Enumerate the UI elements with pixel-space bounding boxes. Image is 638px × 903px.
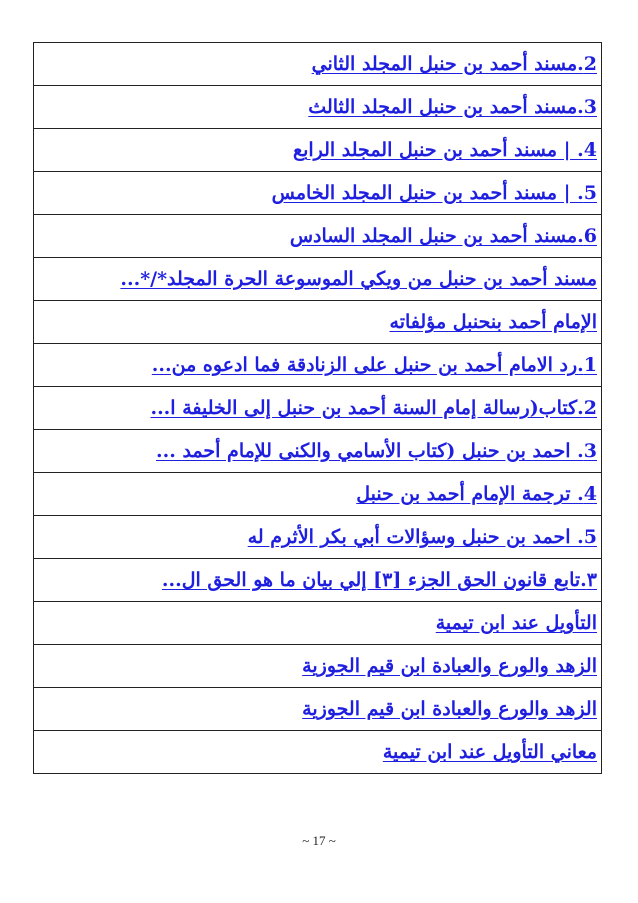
- entry-link[interactable]: 3. احمد بن حنبل (كتاب الأسامي والكنى للإمام أحمد ...: [156, 440, 597, 462]
- table-cell: [34, 731, 602, 774]
- table-row: [34, 129, 602, 172]
- entry-link[interactable]: 2.مسند أحمد بن حنبل المجلد الثاني: [311, 53, 597, 75]
- entry-link[interactable]: 6.مسند أحمد بن حنبل المجلد السادس: [289, 225, 597, 247]
- table-cell: [34, 43, 602, 86]
- table-row: [34, 258, 602, 301]
- table-row: [34, 602, 602, 645]
- entry-link[interactable]: 3.مسند أحمد بن حنبل المجلد الثالث: [308, 96, 597, 118]
- table-row: [34, 430, 602, 473]
- entry-link[interactable]: التأويل عند ابن تيمية: [435, 612, 597, 634]
- table-cell: [34, 430, 602, 473]
- entry-link[interactable]: 1.رد الامام أحمد بن حنبل على الزنادقة فما ادعوه من...: [151, 354, 597, 376]
- entry-link[interactable]: مسند أحمد بن حنبل من ويكي الموسوعة الحرة المجلد*/*...: [120, 268, 597, 290]
- table-cell: [34, 559, 602, 602]
- links-table: [33, 42, 602, 774]
- entry-link[interactable]: 4. | مسند أحمد بن حنبل المجلد الرابع: [292, 139, 597, 161]
- table-cell: [34, 344, 602, 387]
- table-cell: [34, 172, 602, 215]
- entry-link[interactable]: 4. ترجمة الإمام أحمد بن حنبل: [356, 483, 597, 505]
- entry-link[interactable]: ٣.تابع قانون الحق الجزء [٣] إلي بيان ما هو الحق ال...: [161, 569, 597, 591]
- table-row: [34, 645, 602, 688]
- table-cell: [34, 215, 602, 258]
- table-row: [34, 301, 602, 344]
- table-row: [34, 172, 602, 215]
- entry-link[interactable]: 5. احمد بن حنبل وسؤالات أبي بكر الأثرم له: [247, 526, 597, 548]
- entry-link[interactable]: الزهد والورع والعبادة ابن قيم الجوزية: [302, 655, 597, 677]
- table-cell: [34, 473, 602, 516]
- table-cell: [34, 516, 602, 559]
- table-cell: [34, 688, 602, 731]
- table-row: [34, 731, 602, 774]
- page-number: ~ 17 ~: [302, 833, 336, 848]
- table-cell: [34, 258, 602, 301]
- entry-link[interactable]: الإمام أحمد بنحنبل مؤلفاته: [389, 311, 597, 333]
- table-cell: [34, 387, 602, 430]
- table-cell: [34, 129, 602, 172]
- entry-link[interactable]: 2.كتاب(رسالة إمام السنة أحمد بن حنبل إلى الخليفة ا...: [150, 397, 597, 419]
- table-cell: [34, 602, 602, 645]
- table-row: [34, 559, 602, 602]
- entry-link[interactable]: معاني التأويل عند ابن تيمية: [382, 741, 597, 763]
- table-cell: [34, 645, 602, 688]
- table-row: [34, 215, 602, 258]
- table-cell: [34, 86, 602, 129]
- table-cell: [34, 301, 602, 344]
- entry-link[interactable]: الزهد والورع والعبادة ابن قيم الجوزية: [302, 698, 597, 720]
- table-row: [34, 688, 602, 731]
- table-row: [34, 473, 602, 516]
- entry-link[interactable]: 5. | مسند أحمد بن حنبل المجلد الخامس: [271, 182, 597, 204]
- table-row: [34, 43, 602, 86]
- table-row: [34, 387, 602, 430]
- table-row: [34, 86, 602, 129]
- table-row: [34, 516, 602, 559]
- table-row: [34, 344, 602, 387]
